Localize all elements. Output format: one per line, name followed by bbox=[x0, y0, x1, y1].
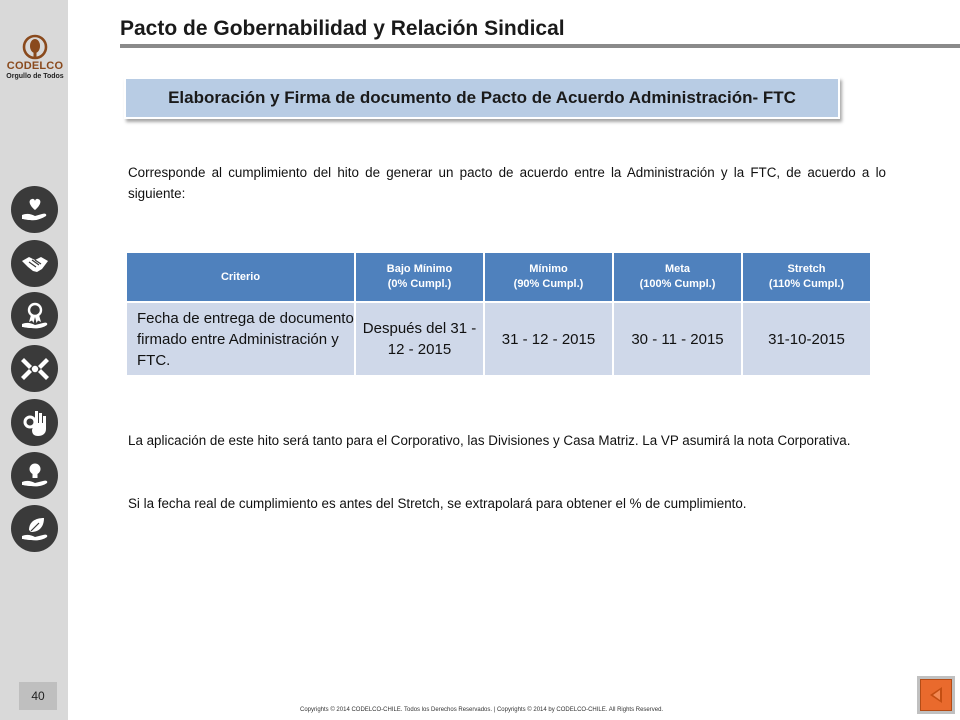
section-heading-text: Elaboración y Firma de documento de Pacto de Acuerdo Administración- FTC bbox=[168, 88, 796, 107]
title-divider bbox=[120, 44, 960, 48]
ok-hand-icon bbox=[11, 399, 58, 446]
cell-minimo: 31 - 12 - 2015 bbox=[484, 302, 613, 375]
header-criterio: Criterio bbox=[127, 253, 355, 302]
leaf-hand-icon bbox=[11, 505, 58, 552]
copyright-footer: Copyrights © 2014 CODELCO-CHILE. Todos los Derechos Reservados. | Copyrights © 2014 by CODELCO-CHILE. All Rights Reserved. bbox=[300, 707, 664, 713]
cell-bajo-minimo: Después del 31 - 12 - 2015 bbox=[355, 302, 484, 375]
cell-criterio: Fecha de entrega de documento firmado entre Administración y FTC. bbox=[127, 302, 355, 375]
nav-back-button[interactable] bbox=[917, 676, 955, 714]
codelco-logo bbox=[6, 34, 64, 81]
section-heading bbox=[124, 77, 840, 119]
scope-paragraph: La aplicación de este hito será tanto para el Corporativo, las Divisiones y Casa Matriz. La VP asumirá la nota Corporativa. bbox=[128, 433, 851, 448]
cell-meta: 30 - 11 - 2015 bbox=[613, 302, 742, 375]
page-title: Pacto de Gobernabilidad y Relación Sindical bbox=[120, 17, 565, 40]
header-bajo-minimo: Bajo Mínimo (0% Cumpl.) bbox=[355, 253, 484, 302]
triangle-left-icon bbox=[925, 684, 947, 706]
hands-teamwork-icon bbox=[11, 345, 58, 392]
extrapolation-paragraph: Si la fecha real de cumplimiento es antes del Stretch, se extrapolará para obtener el % de cumplimiento. bbox=[128, 496, 747, 511]
logo-tagline: Orgullo de Todos bbox=[6, 73, 64, 80]
cell-stretch: 31-10-2015 bbox=[742, 302, 870, 375]
header-meta: Meta (100% Cumpl.) bbox=[613, 253, 742, 302]
header-stretch: Stretch (110% Cumpl.) bbox=[742, 253, 870, 302]
logo-brand: CODELCO bbox=[6, 60, 64, 72]
criteria-table bbox=[127, 253, 870, 375]
intro-paragraph: Corresponde al cumplimiento del hito de generar un pacto de acuerdo entre la Administración y la FTC, de acuerdo a lo siguiente: bbox=[128, 165, 886, 201]
medal-icon bbox=[11, 292, 58, 339]
header-minimo: Mínimo (90% Cumpl.) bbox=[484, 253, 613, 302]
page-number: 40 bbox=[19, 682, 57, 710]
table-row bbox=[127, 302, 870, 375]
sidebar bbox=[0, 0, 68, 720]
table-header-row bbox=[127, 253, 870, 302]
codelco-emblem-icon bbox=[20, 34, 50, 60]
lightbulb-hand-icon bbox=[11, 452, 58, 499]
handshake-icon bbox=[11, 240, 58, 287]
heart-hand-icon bbox=[11, 186, 58, 233]
